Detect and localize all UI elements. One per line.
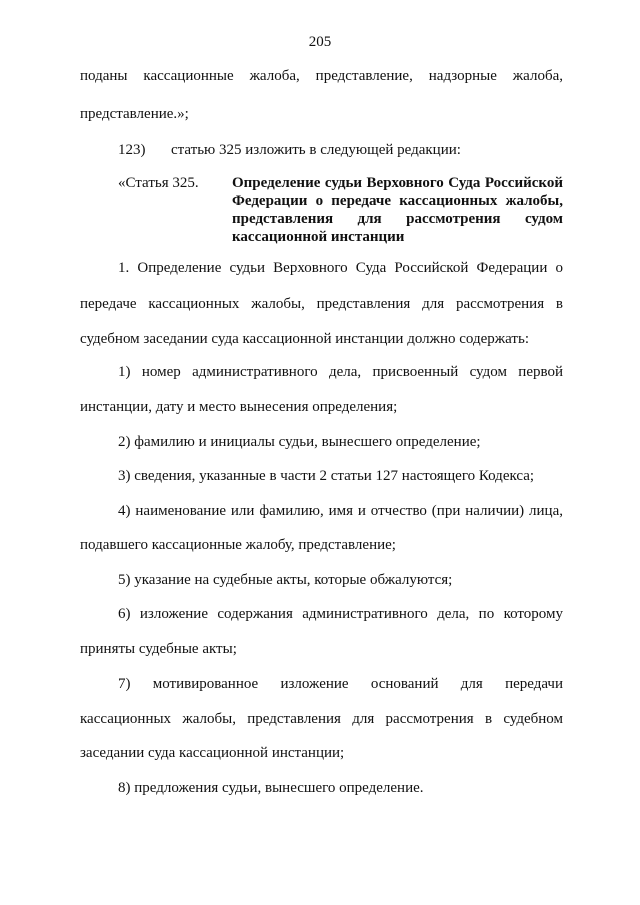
article-title-line: кассационной инстанции xyxy=(232,229,405,245)
list-item-7-line-1: 7) мотивированное изложение оснований для передачи xyxy=(118,676,563,692)
paragraph-1-line-1: 1. Определение судьи Верховного Суда Российской Федерации о xyxy=(118,260,563,276)
list-item-3: 3) сведения, указанные в части 2 статьи 127 настоящего Кодекса; xyxy=(118,468,535,484)
list-item-1-line-2: инстанции, дату и место вынесения определения; xyxy=(80,399,398,415)
article-label: «Статья 325. xyxy=(118,175,199,191)
list-item-4-line-1: 4) наименование или фамилию, имя и отчество (при наличии) лица, xyxy=(118,503,563,519)
list-item-1-line-1: 1) номер административного дела, присвоенный судом первой xyxy=(118,364,563,380)
item-123-text: статью 325 изложить в следующей редакции: xyxy=(171,142,461,158)
list-item-6-line-2: приняты судебные акты; xyxy=(80,641,237,657)
paragraph-1-line-3: судебном заседании суда кассационной инстанции должно содержать: xyxy=(80,331,529,347)
intro-line-2: представление.»; xyxy=(80,106,189,122)
list-item-7-line-3: заседании суда кассационной инстанции; xyxy=(80,745,345,761)
item-123-number: 123) xyxy=(118,142,146,158)
paragraph-1-line-2: передаче кассационных жалобы, представления для рассмотрения в xyxy=(80,296,563,312)
intro-line-1: поданы кассационные жалоба, представление, надзорные жалоба, xyxy=(80,68,563,84)
article-title xyxy=(232,174,563,246)
list-item-2: 2) фамилию и инициалы судьи, вынесшего определение; xyxy=(118,434,481,450)
article-title-line: Федерации о передаче кассационных жалобы, xyxy=(232,193,563,209)
article-title-line: Определение судьи Верховного Суда Российской xyxy=(232,175,563,191)
list-item-8: 8) предложения судьи, вынесшего определение. xyxy=(118,780,424,796)
article-title-line: представления для рассмотрения судом xyxy=(232,211,563,227)
list-item-4-line-2: подавшего кассационные жалобу, представление; xyxy=(80,537,396,553)
list-item-6-line-1: 6) изложение содержания административного дела, по которому xyxy=(118,606,563,622)
list-item-5: 5) указание на судебные акты, которые обжалуются; xyxy=(118,572,453,588)
page-number: 205 xyxy=(308,34,332,50)
list-item-7-line-2: кассационных жалобы, представления для рассмотрения в судебном xyxy=(80,711,563,727)
